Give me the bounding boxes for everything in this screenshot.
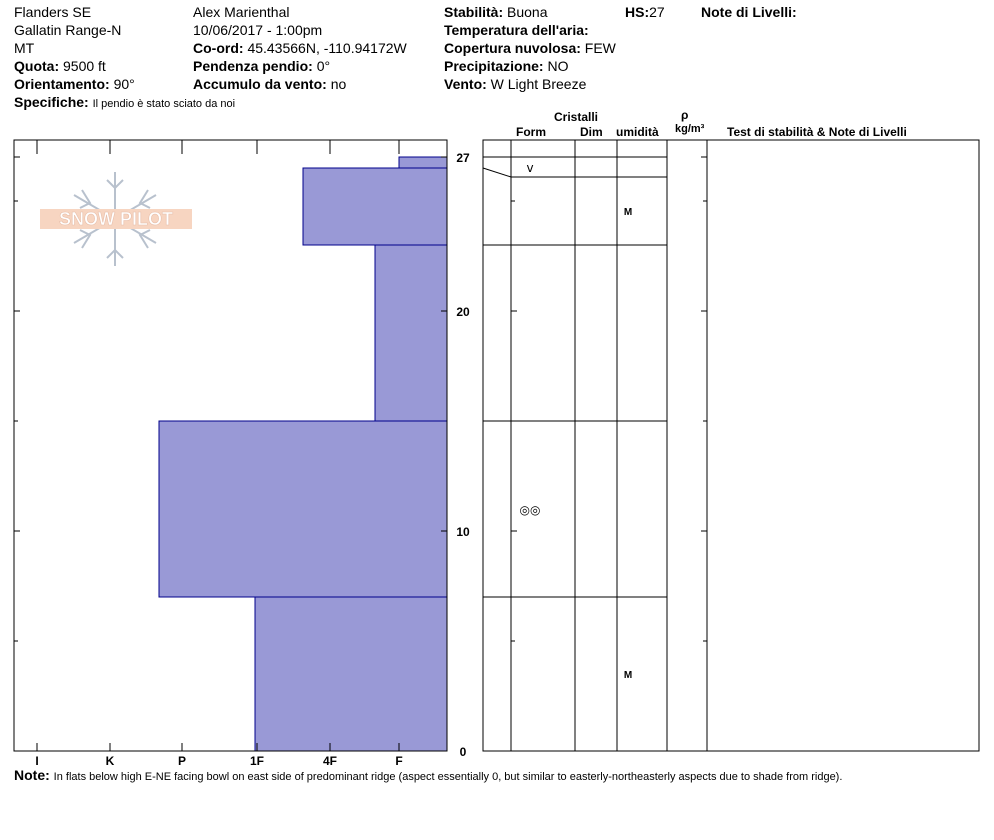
crystals-header: Cristalli xyxy=(554,110,599,124)
layer-connector xyxy=(483,168,511,177)
snowpilot-logo xyxy=(40,172,192,266)
precip-value: NO xyxy=(547,58,569,74)
moisture-symbol: M xyxy=(623,207,633,218)
sky-label: Copertura nuvolosa: xyxy=(444,40,581,56)
crystal-table-frame xyxy=(483,140,979,751)
hardness-bar xyxy=(255,597,447,751)
hardness-bar xyxy=(399,157,447,168)
hardness-tick-label: P xyxy=(177,754,187,768)
slope-label: Pendenza pendio: xyxy=(193,58,313,74)
moisture-symbol: M xyxy=(623,670,633,681)
state-name: MT xyxy=(14,40,35,56)
hardness-bar xyxy=(159,421,447,597)
form-header: Form xyxy=(516,125,546,139)
altitude-value: 9500 ft xyxy=(63,58,106,74)
wind-load-label: Accumulo da vento: xyxy=(193,76,327,92)
rho-header: ρ xyxy=(681,108,689,122)
precip-label: Precipitazione: xyxy=(444,58,544,74)
depth-tick-label: 20 xyxy=(456,305,470,319)
depth-tick-label: 10 xyxy=(456,525,470,539)
note-value: In flats below high E-NE facing bowl on east side of predominant ridge (aspect essentially 0, but similar to easterly-northeasterly aspects due to shade from ridge). xyxy=(53,771,843,783)
coords-label: Co-ord: xyxy=(193,40,244,56)
hs-label: HS: xyxy=(625,4,650,20)
coords-value: 45.43566N, -110.94172W xyxy=(247,40,407,56)
hardness-tick-label: F xyxy=(395,754,403,768)
altitude-label: Quota: xyxy=(14,58,60,74)
wind-label: Vento: xyxy=(444,76,487,92)
hs-value: 27 xyxy=(649,4,665,20)
datetime: 10/06/2017 - 1:00pm xyxy=(193,22,323,38)
hardness-tick-label: I xyxy=(35,754,39,768)
range-name: Gallatin Range-N xyxy=(14,22,122,38)
sky-value: FEW xyxy=(584,40,616,56)
moisture-header: umidità xyxy=(616,125,659,139)
specifics-value: Il pendio è stato sciato da noi xyxy=(92,98,236,110)
aspect-label: Orientamento: xyxy=(14,76,110,92)
observer: Alex Marienthal xyxy=(193,4,290,20)
specifics-label: Specifiche: xyxy=(14,94,89,110)
size-header: Dim xyxy=(580,125,603,139)
aspect-value: 90° xyxy=(113,76,135,92)
depth-tick-label: 0 xyxy=(459,745,467,759)
hardness-tick-label: 4F xyxy=(322,754,338,768)
hardness-bar xyxy=(303,168,447,245)
stability-label: Stabilità: xyxy=(444,4,504,20)
depth-tick-label: 27 xyxy=(456,151,470,165)
hardness-bar xyxy=(375,245,447,421)
hardness-bars xyxy=(159,157,447,751)
layer-notes-label: Note di Livelli: xyxy=(701,4,797,20)
wind-value: W Light Breeze xyxy=(490,76,587,92)
logo-text: SNOW PILOT xyxy=(59,209,173,229)
air-temp-label: Temperatura dell'aria: xyxy=(444,22,589,38)
stability-value: Buona xyxy=(507,4,548,20)
note-label: Note: xyxy=(14,767,50,783)
wind-load-value: no xyxy=(330,76,347,92)
location-name: Flanders SE xyxy=(14,4,92,20)
density-unit-header: kg/m³ xyxy=(675,123,705,135)
hardness-tick-label: K xyxy=(105,754,115,768)
hardness-tick-label: 1F xyxy=(249,754,265,768)
slope-value: 0° xyxy=(316,58,331,74)
grain-form-symbol: v xyxy=(526,161,534,175)
grain-form-symbol: ◎◎ xyxy=(519,503,541,517)
footer-note xyxy=(14,767,842,785)
tests-header: Test di stabilità & Note di Livelli xyxy=(727,125,907,139)
